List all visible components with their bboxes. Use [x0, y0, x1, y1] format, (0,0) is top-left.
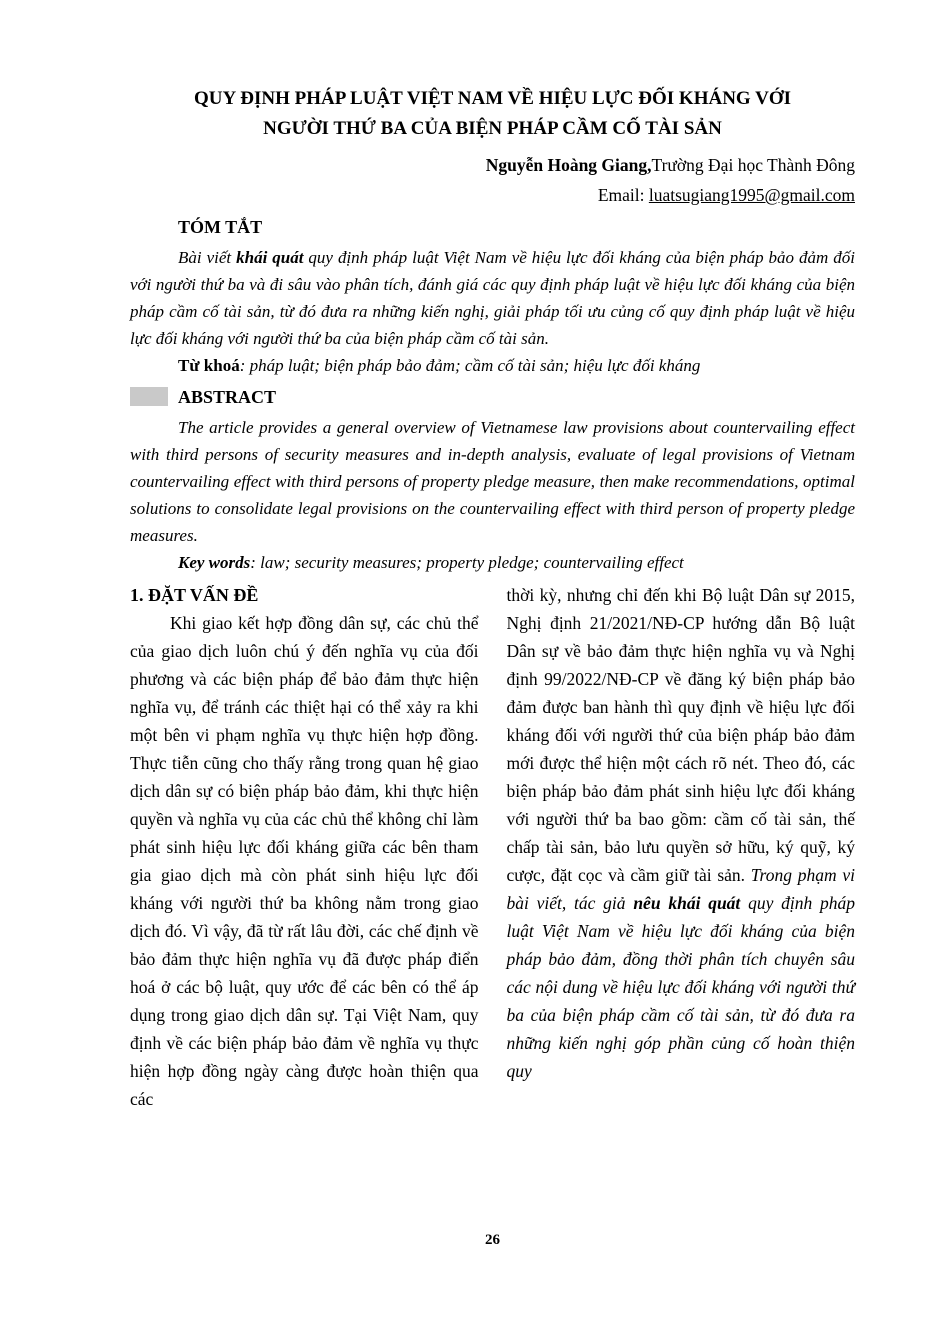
keywords-en-text: : law; security measures; property pledge; countervailing effect	[250, 553, 684, 572]
right-column-italic-2: quy định pháp luật Việt Nam về hiệu lực đối kháng của biện pháp bảo đảm, đồng thời phân tích chuyên sâu các nội dung về hiệu lực đối kháng với người thứ ba của biện pháp cầm cố tài sản, từ đó đưa ra những kiến nghị góp phần củng cố hoàn thiện quy	[506, 893, 855, 1081]
keywords-vi-text: : pháp luật; biện pháp bảo đảm; cầm cố tài sản; hiệu lực đối kháng	[239, 356, 701, 375]
right-column	[507, 581, 856, 1113]
section-1-heading: 1. ĐẶT VẤN ĐỀ	[130, 585, 259, 605]
abstract-en-heading-text: ABSTRACT	[178, 387, 277, 407]
two-column-section	[130, 581, 855, 1113]
keywords-vi-line	[130, 352, 855, 380]
left-column	[130, 581, 479, 1113]
keywords-en-label: Key words	[178, 553, 251, 572]
paper-title-line1: QUY ĐỊNH PHÁP LUẬT VIỆT NAM VỀ HIỆU LỰC ĐỐI KHÁNG VỚI	[194, 88, 791, 109]
author-line	[130, 150, 855, 180]
author-name: Nguyễn Hoàng Giang,	[485, 155, 652, 175]
page-number: 26	[485, 1232, 500, 1248]
abstract-en-heading	[130, 382, 855, 412]
abstract-vi-text	[130, 244, 855, 352]
abstract-vi-seg2: khái quát	[236, 248, 304, 267]
highlight-artifact	[130, 387, 168, 406]
right-column-italic-bold: nêu khái quát	[633, 893, 741, 913]
paper-title	[130, 84, 855, 144]
left-column-text: Khi giao kết hợp đồng dân sự, các chủ thể của giao dịch luôn chú ý đến nghĩa vụ của đối phương và các biện pháp để bảo đảm thực hiện nghĩa vụ, để tránh các thiệt hại có thể xảy ra khi một bên vi phạm nghĩa vụ thực hiện hợp đồng. Thực tiễn cũng cho thấy rằng trong quan hệ giao dịch dân sự có biện pháp bảo đảm, khi thực hiện quyền và nghĩa vụ của các chủ thể không chỉ làm phát sinh hiệu lực đối kháng giữa các bên tham gia giao dịch mà còn phát sinh hiệu lực đối kháng với người thứ ba không nằm trong giao dịch đó. Vì vậy, đã từ rất lâu đời, các chế định về bảo đảm thực hiện nghĩa vụ đã được pháp điển hoá ở các bộ luật, quy ước để các bên có thể áp dụng trong giao dịch dân sự. Tại Việt Nam, quy định về các biện pháp bảo đảm về nghĩa vụ thực hiện hợp đồng ngày càng được hoàn thiện qua các	[130, 613, 479, 1109]
page-content	[130, 84, 855, 1113]
right-column-normal: thời kỳ, nhưng chỉ đến khi Bộ luật Dân sự 2015, Nghị định 21/2021/NĐ-CP hướng dẫn Bộ luật Dân sự về bảo đảm thực hiện nghĩa vụ và Nghị định 99/2022/NĐ-CP về đăng ký biện pháp bảo đảm được ban hành thì quy định về hiệu lực đối kháng đối với người thứ của biện pháp bảo đảm mới được thể hiện một cách rõ nét. Theo đó, các biện pháp bảo đảm phát sinh hiệu lực đối kháng với người thứ ba bao gồm: cầm cố tài sản, thế chấp tài sản, bảo lưu quyền sở hữu, ký quỹ, ký cược, đặt cọc và cầm giữ tài sản.	[506, 585, 855, 885]
right-column-text	[507, 581, 856, 1085]
abstract-vi-heading: TÓM TẮT	[178, 217, 263, 237]
keywords-vi-label: Từ khoá	[178, 356, 240, 375]
abstract-en-text: The article provides a general overview of Vietnamese law provisions about countervailing effect with third persons of security measures and in-depth analysis, evaluate of legal provisions of Vietnam countervailing effect with third persons of property pledge measure, then make recommendations, optimal solutions to consolidate legal provisions on the countervailing effect with third person of property pledge measures.	[130, 418, 855, 545]
author-affiliation: Trường Đại học Thành Đông	[651, 155, 855, 175]
email-link[interactable]: luatsugiang1995@gmail.com	[648, 185, 855, 205]
keywords-en-line	[130, 549, 855, 577]
abstract-vi-seg1: Bài viết	[178, 248, 237, 267]
paper-title-line2: NGƯỜI THỨ BA CỦA BIỆN PHÁP CẦM CỐ TÀI SẢN	[263, 118, 722, 139]
email-label: Email:	[597, 185, 649, 205]
email-line	[130, 180, 855, 210]
right-column-italic-1: Trong phạm vi bài viết, tác giả	[506, 865, 855, 913]
abstract-vi-seg3: quy định pháp luật Việt Nam về hiệu lực đối kháng của biện pháp bảo đảm đối với người thứ ba và đi sâu vào phân tích, đánh giá các quy định pháp luật về hiệu lực đối kháng của biện pháp cầm cố tài sản, từ đó đưa ra những kiến nghị, giải pháp tối ưu củng cố quy định pháp luật về hiệu lực đối kháng với người thứ ba của biện pháp cầm cố tài sản.	[130, 248, 855, 348]
